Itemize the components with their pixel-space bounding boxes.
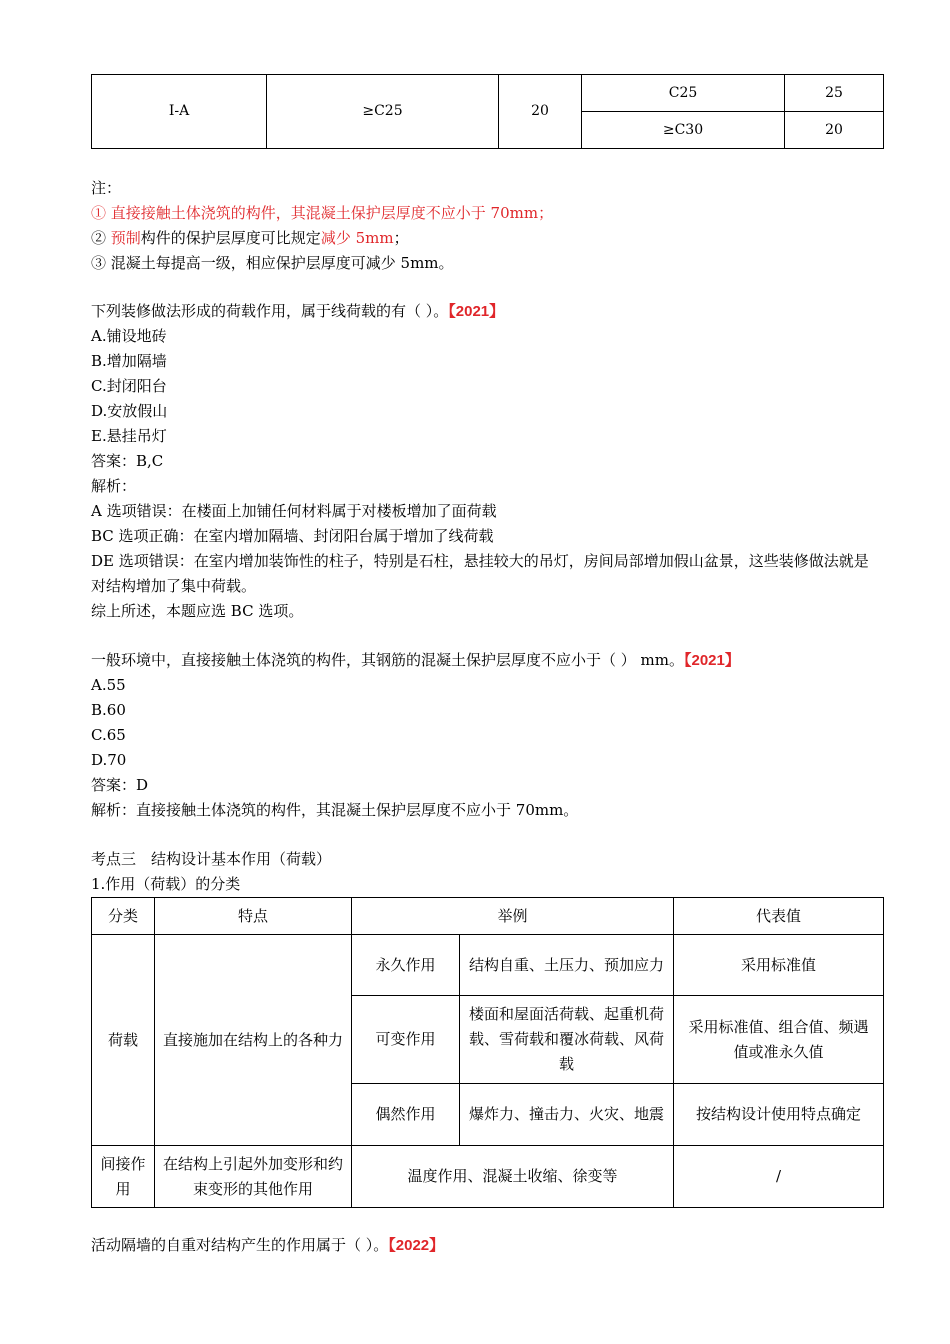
year-tag: 【2022】 [388,1237,445,1254]
q2-answer: 答案：D [91,776,149,794]
q2-option-b: B.60 [91,701,126,719]
q1-option-e: E.悬挂吊灯 [91,427,167,445]
value-cell: 20 [499,75,582,149]
env-grade-cell: I-A [92,75,267,149]
load-value-cell: 按结构设计使用特点确定 [674,1084,884,1146]
sub-strength-cell: ≥C30 [582,112,785,149]
q1-option-a: A.铺设地砖 [91,327,167,345]
q1-option-d: D.安放假山 [91,402,168,420]
q2-option-d: D.70 [91,751,127,769]
q1-analysis-line: A 选项错误：在楼面上加铺任何材料属于对楼板增加了面荷载 [91,502,497,520]
indirect-feature-cell: 在结构上引起外加变形和约束变形的其他作用 [155,1146,352,1208]
q1-text: 下列装修做法形成的荷载作用，属于线荷载的有（ ）。 [91,302,449,320]
load-category-cell: 荷载 [92,935,155,1146]
note-2-text: 构件的保护层厚度可比规定 [140,229,321,247]
sub-strength-cell: C25 [582,75,785,112]
load-value-cell: 采用标准值 [674,935,884,996]
year-tag: 【2021】 [684,652,740,669]
sub-value-cell: 25 [785,75,884,112]
indirect-value-cell: / [674,1146,884,1208]
q1-question [91,299,504,324]
q1-option-c: C.封闭阳台 [91,377,167,395]
load-value-cell: 采用标准值、组合值、频遇值或准永久值 [674,996,884,1084]
indirect-category-cell: 间接作用 [92,1146,155,1208]
q2-question [91,648,740,673]
q2-text: 一般环境中，直接接触土体浇筑的构件，其钢筋的混凝土保护层厚度不应小于（ ） mm。 [91,651,684,669]
load-example-cell: 结构自重、土压力、预加应力 [460,935,674,996]
q2-analysis: 解析：直接接触土体浇筑的构件，其混凝土保护层厚度不应小于 70mm。 [91,801,579,819]
q2-option-a: A.55 [91,676,126,694]
year-tag: 【2021】 [448,303,505,320]
indirect-example-cell: 温度作用、混凝土收缩、徐变等 [352,1146,674,1208]
note-1: ① 直接接触土体浇筑的构件，其混凝土保护层厚度不应小于 70mm； [91,204,554,222]
q1-analysis-line: DE 选项错误：在室内增加装饰性的柱子，特别是石柱，悬挂较大的吊灯，房间局部增加假山盆景，这些装修做法就是对结构增加了集中荷载。 [91,552,869,595]
q1-answer: 答案：B,C [91,452,164,470]
note-2-prefix: ② [91,229,111,247]
q3-text: 活动隔墙的自重对结构产生的作用属于（ ）。 [91,1236,389,1254]
header-feature: 特点 [155,898,352,935]
header-category: 分类 [92,898,155,935]
load-type-cell: 可变作用 [352,996,460,1084]
q3-question [91,1233,444,1258]
section-title: 考点三 结构设计基本作用（荷载） [91,850,332,868]
load-example-cell: 爆炸力、撞击力、火灾、地震 [460,1084,674,1146]
q1-analysis-label: 解析： [91,477,137,495]
load-example-cell: 楼面和屋面活荷载、起重机荷载、雪荷载和覆冰荷载、风荷载 [460,996,674,1084]
note-2-highlight: 预制 [110,229,141,247]
load-type-cell: 永久作用 [352,935,460,996]
load-classification-table [91,897,884,1208]
q1-option-b: B.增加隔墙 [91,352,167,370]
q2-option-c: C.65 [91,726,126,744]
note-2-highlight: 减少 5mm [320,229,394,247]
section-subtitle: 1.作用（荷载）的分类 [91,875,241,893]
notes-label: 注： [91,179,122,197]
note-2-end: ； [393,229,409,247]
load-type-cell: 偶然作用 [352,1084,460,1146]
q1-analysis-line: BC 选项正确：在室内增加隔墙、封闭阳台属于增加了线荷载 [91,527,494,545]
strength-cell: ≥C25 [267,75,499,149]
note-3: ③ 混凝土每提高一级，相应保护层厚度可减少 5mm。 [91,254,454,272]
cover-thickness-table [91,74,884,149]
load-feature-cell: 直接施加在结构上的各种力 [155,935,352,1146]
sub-value-cell: 20 [785,112,884,149]
header-value: 代表值 [674,898,884,935]
note-2 [91,226,409,251]
q1-analysis-line: 综上所述，本题应选 BC 选项。 [91,602,304,620]
header-example: 举例 [352,898,674,935]
